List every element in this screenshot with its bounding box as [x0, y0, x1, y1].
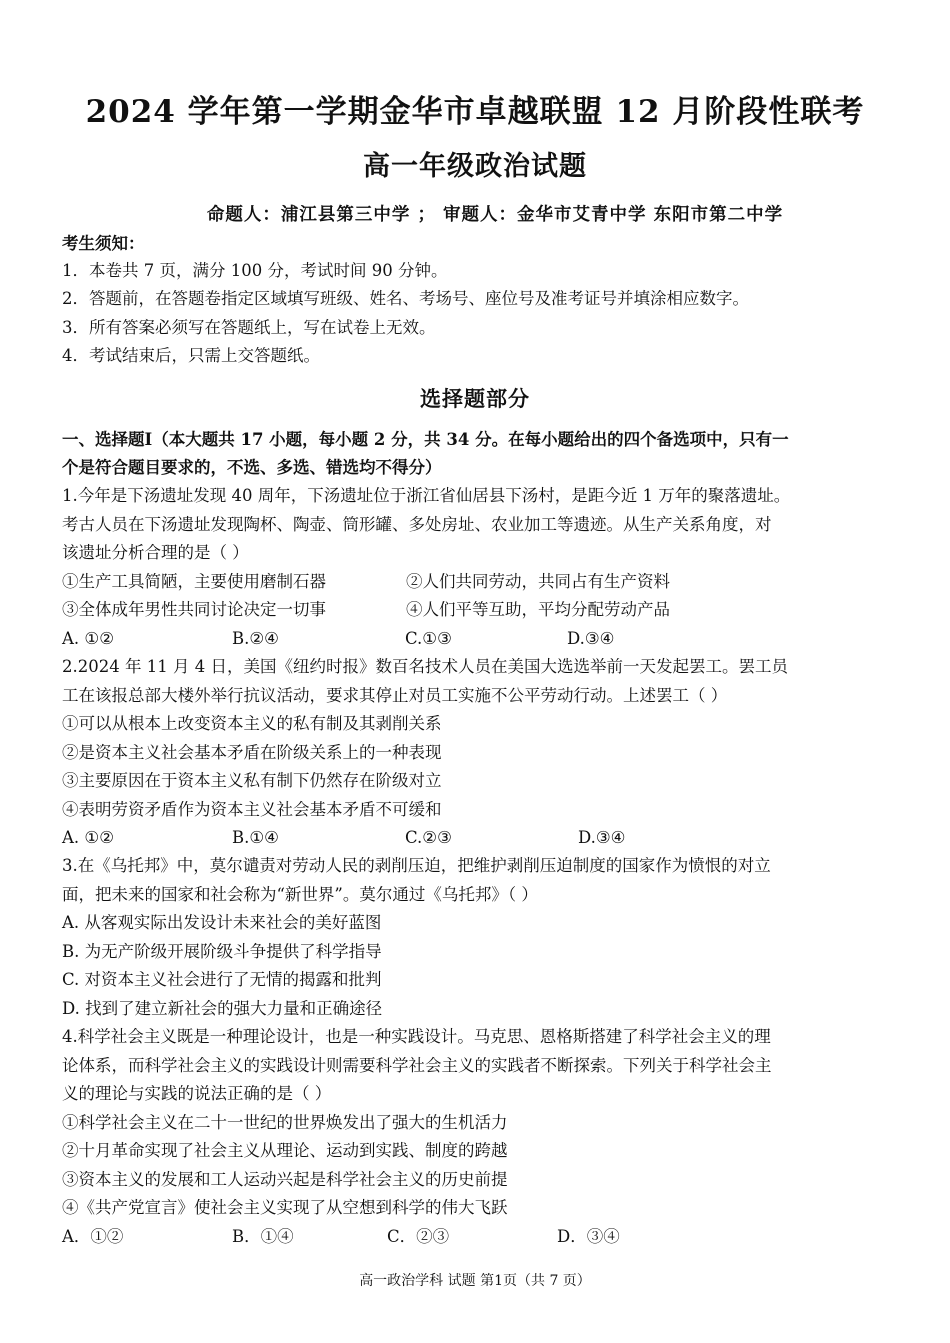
q4-statement: ②十月革命实现了社会主义从理论、运动到实践、制度的跨越	[62, 1141, 508, 1160]
notice-item: 3．所有答案必须写在答题纸上，写在试卷上无效。	[62, 318, 436, 337]
q4-stem: 义的理论与实践的说法正确的是（ ）	[62, 1084, 332, 1103]
q1-stem: 1.今年是下汤遗址发现 40 周年，下汤遗址位于浙江省仙居县下汤村，是距今近 1 万年的聚落遗址。	[62, 486, 791, 505]
option: D.③④	[578, 828, 626, 847]
option: C.①③	[405, 629, 452, 648]
q2-statement: ③主要原因在于资本主义私有制下仍然存在阶级对立	[62, 771, 442, 790]
q3-option: C. 对资本主义社会进行了无情的揭露和批判	[62, 970, 382, 989]
exam-title: 2024 学年第一学期金华市卓越联盟 12 月阶段性联考	[85, 94, 865, 130]
q2-stem: 2.2024 年 11 月 4 日，美国《纽约时报》数百名技术人员在美国大选选举前一天发起罢工。罢工员	[62, 657, 788, 676]
notice-heading: 考生须知：	[62, 234, 145, 253]
page-footer: 高一政治学科 试题 第1页（共 7 页）	[359, 1273, 591, 1289]
option: A. ①②	[62, 629, 114, 648]
exam-subtitle: 高一年级政治试题	[363, 151, 587, 182]
option: B.①④	[232, 828, 279, 847]
option: A．①②	[62, 1227, 124, 1246]
q3-stem: 面，把未来的国家和社会称为“新世界”。莫尔通过《乌托邦》（ ）	[62, 885, 538, 904]
option: B．①④	[232, 1227, 294, 1246]
q3-option: B. 为无产阶级开展阶级斗争提供了科学指导	[62, 942, 382, 961]
q2-statement: ④表明劳资矛盾作为资本主义社会基本矛盾不可缓和	[62, 800, 442, 819]
q3-option: D. 找到了建立新社会的强大力量和正确途径	[62, 999, 383, 1018]
q1-statement: ④人们平等互助，平均分配劳动产品	[406, 600, 670, 619]
q4-stem: 论体系，而科学社会主义的实践设计则需要科学社会主义的实践者不断探索。下列关于科学社会主	[62, 1056, 772, 1075]
section-instruction: 个是符合题目要求的，不选、多选、错选均不得分）	[62, 458, 442, 477]
setters-line: 命题人：浦江县第三中学 ； 审题人：金华市艾青中学 东阳市第二中学	[206, 205, 784, 225]
q3-stem: 3.在《乌托邦》中，莫尔谴责对劳动人民的剥削压迫，把维护剥削压迫制度的国家作为愤恨的对立	[62, 856, 771, 875]
q1-statement: ①生产工具简陋，主要使用磨制石器	[62, 572, 326, 591]
notice-item: 4．考试结束后，只需上交答题纸。	[62, 346, 320, 365]
q4-statement: ④《共产党宣言》使社会主义实现了从空想到科学的伟大飞跃	[62, 1198, 508, 1217]
option: A. ①②	[62, 828, 114, 847]
q3-option: A. 从客观实际出发设计未来社会的美好蓝图	[62, 913, 382, 932]
option: B.②④	[232, 629, 279, 648]
option: C.②③	[405, 828, 452, 847]
q1-stem: 考古人员在下汤遗址发现陶杯、陶壶、筒形罐、多处房址、农业加工等遗迹。从生产关系角度，对	[62, 515, 772, 534]
q4-statement: ③资本主义的发展和工人运动兴起是科学社会主义的历史前提	[62, 1170, 508, 1189]
section-instruction: 一、选择题Ⅰ（本大题共 17 小题，每小题 2 分，共 34 分。在每小题给出的四个备选项中，只有一	[62, 430, 789, 449]
notice-item: 1．本卷共 7 页，满分 100 分，考试时间 90 分钟。	[62, 261, 448, 280]
notice-item: 2．答题前，在答题卷指定区域填写班级、姓名、考场号、座位号及准考证号并填涂相应数字。	[62, 289, 749, 308]
q4-statement: ①科学社会主义在二十一世纪的世界焕发出了强大的生机活力	[62, 1113, 508, 1132]
q2-statement: ①可以从根本上改变资本主义的私有制及其剥削关系	[62, 714, 442, 733]
option: D．③④	[557, 1227, 620, 1246]
q1-stem: 该遗址分析合理的是（ ）	[62, 543, 249, 562]
q1-statement: ②人们共同劳动，共同占有生产资料	[406, 572, 670, 591]
q4-stem: 4.科学社会主义既是一种理论设计，也是一种实践设计。马克思、恩格斯搭建了科学社会主义的理	[62, 1027, 771, 1046]
q1-statement: ③全体成年男性共同讨论决定一切事	[62, 600, 326, 619]
q2-stem: 工在该报总部大楼外举行抗议活动，要求其停止对员工实施不公平劳动行动。上述罢工（ ）	[62, 686, 728, 705]
option: C．②③	[387, 1227, 450, 1246]
option: D.③④	[567, 629, 615, 648]
q2-statement: ②是资本主义社会基本矛盾在阶级关系上的一种表现	[62, 743, 442, 762]
section-title: 选择题部分	[420, 386, 530, 411]
